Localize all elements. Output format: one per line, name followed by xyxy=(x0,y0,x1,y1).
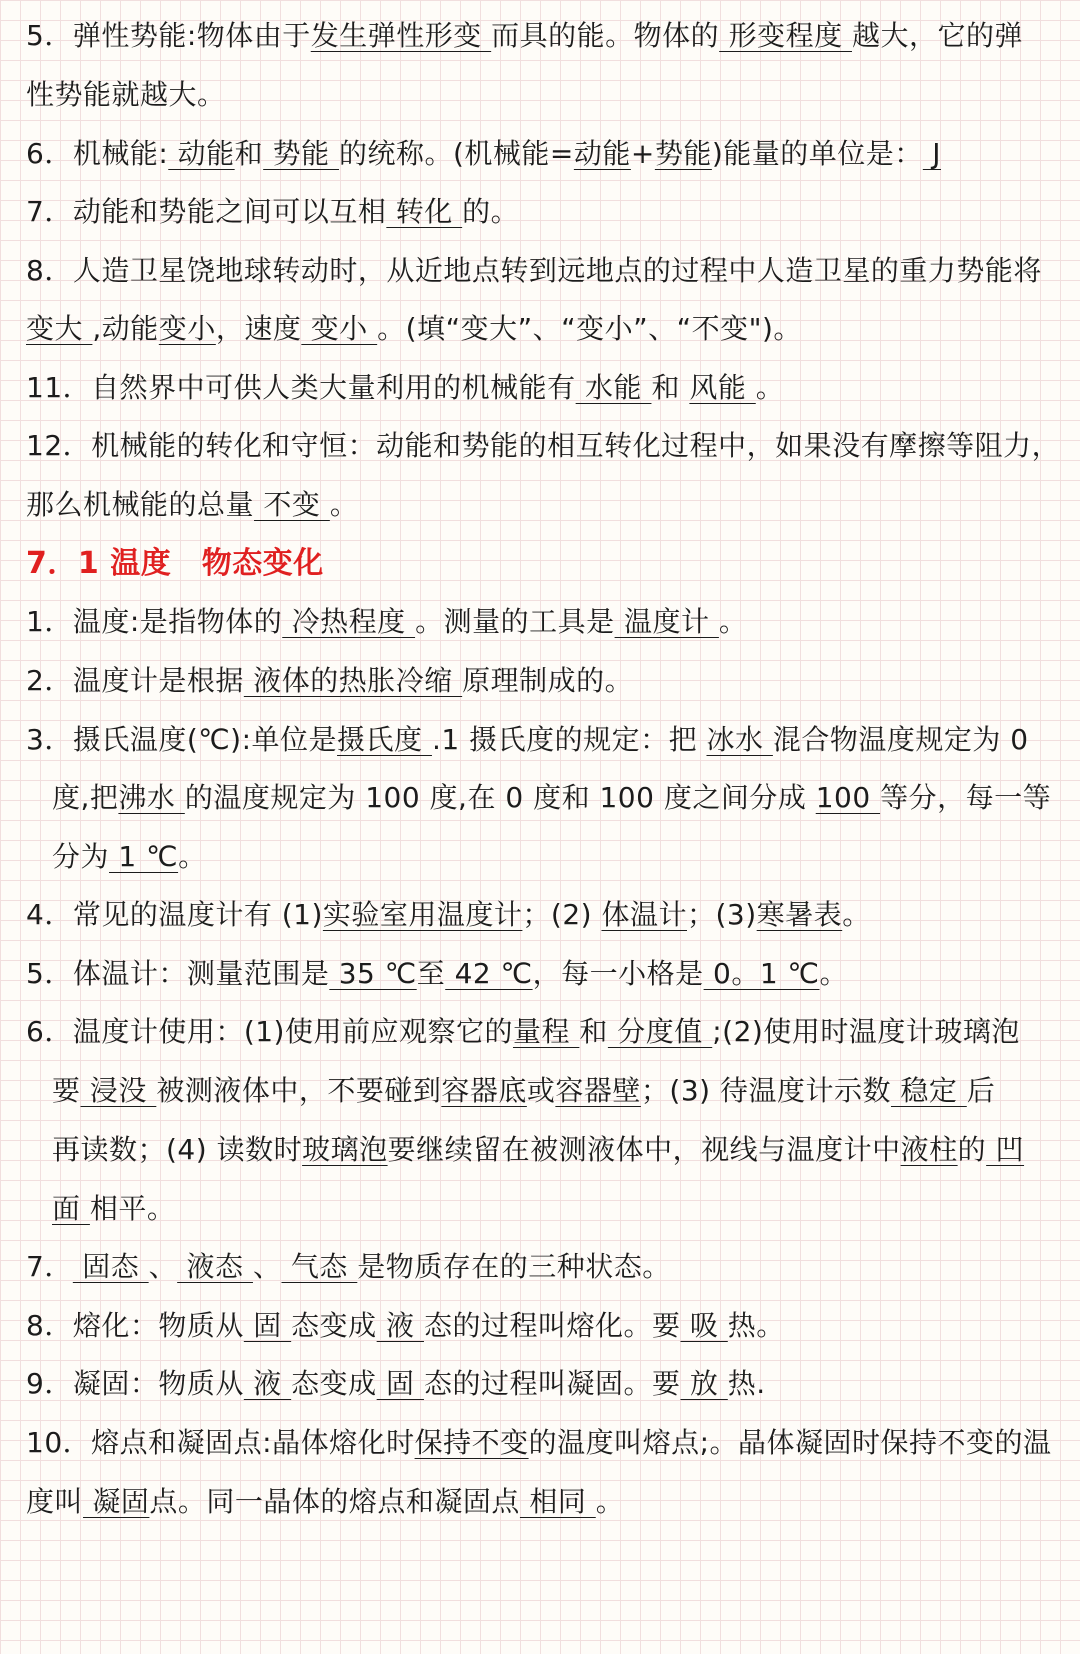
text-line xyxy=(26,1423,1052,1463)
text-segment: 12．机械能的转化和守恒：动能和势能的相互转化过程中，如果没有摩擦等阻力， xyxy=(26,429,1061,462)
text-segment: 要 xyxy=(52,1074,81,1107)
answer-blank: 转化 xyxy=(386,195,463,228)
text-line xyxy=(26,134,941,174)
text-segment: ；(3) 待温度计示数 xyxy=(640,1074,891,1107)
text-line xyxy=(26,895,871,935)
answer-blank: 浸没 xyxy=(80,1074,157,1107)
text-segment: 和 xyxy=(651,371,690,404)
text-segment: 度叫 xyxy=(26,1485,84,1518)
text-segment: 2．温度计是根据 xyxy=(26,664,244,697)
answer-blank: 实验室用温度计 xyxy=(322,898,523,931)
text-segment: ，速度 xyxy=(215,312,302,345)
answer-blank: 水能 xyxy=(575,371,652,404)
text-line xyxy=(26,426,1060,466)
text-segment: 态变成 xyxy=(291,1367,377,1400)
text-segment: 原理制成的。 xyxy=(462,664,634,697)
text-segment: 6．机械能: xyxy=(26,137,169,170)
text-segment: 而具的能。物体的 xyxy=(491,19,720,52)
text-segment: 的统称。(机械能= xyxy=(338,137,574,170)
text-segment: 、 xyxy=(148,1250,178,1283)
text-segment: 6．温度计使用：(1)使用前应观察它的 xyxy=(26,1015,513,1048)
text-segment: 点。同一晶体的熔点和凝固点 xyxy=(149,1485,520,1518)
answer-blank: 动能 xyxy=(573,137,631,170)
answer-blank: 凝固 xyxy=(83,1485,150,1518)
text-line xyxy=(26,1247,671,1287)
answer-blank: 变大 xyxy=(26,312,93,345)
text-segment: 8．熔化：物质从 xyxy=(26,1309,244,1342)
text-segment: 态的过程叫凝固。要 xyxy=(423,1367,681,1400)
text-segment: ,动能 xyxy=(92,312,159,345)
answer-blank: J xyxy=(922,137,941,170)
answer-blank: 气态 xyxy=(281,1250,358,1283)
text-segment: 相平。 xyxy=(89,1192,176,1225)
text-segment: 的温度叫熔点;。晶体凝固时保持不变的温 xyxy=(528,1426,1052,1459)
text-segment: 。 xyxy=(329,488,359,521)
answer-blank: 稳定 xyxy=(890,1074,967,1107)
answer-blank: 玻璃泡 xyxy=(302,1133,388,1166)
answer-blank: 温度计 xyxy=(614,605,719,638)
text-line xyxy=(26,309,802,349)
text-segment: 的温度规定为 100 度,在 0 度和 100 度之间分成 xyxy=(184,781,816,814)
text-segment: 11．自然界中可供人类大量利用的机械能有 xyxy=(26,371,576,404)
text-line xyxy=(26,954,848,994)
text-segment: 混合物温度规定为 0 xyxy=(772,723,1029,756)
text-line xyxy=(26,16,1023,56)
answer-blank: 风能 xyxy=(689,371,756,404)
text-line xyxy=(26,1482,624,1522)
text-segment: 7． xyxy=(26,1250,73,1283)
answer-blank: 势能 xyxy=(654,137,712,170)
text-segment: ，每一小格是 xyxy=(532,957,704,990)
answer-blank: 固 xyxy=(243,1309,292,1342)
text-segment: 3．摄氏温度(℃):单位是 xyxy=(26,723,338,756)
text-line xyxy=(26,368,784,408)
text-segment: 4．常见的温度计有 (1) xyxy=(26,898,323,931)
answer-blank: 放 xyxy=(680,1367,728,1400)
answer-blank: 相同 xyxy=(519,1485,596,1518)
text-segment: 热。 xyxy=(727,1309,785,1342)
answer-blank: 1 ℃ xyxy=(109,840,179,873)
answer-blank: 变小 xyxy=(158,312,216,345)
answer-blank: 固 xyxy=(376,1367,424,1400)
answer-blank: 面 xyxy=(52,1192,90,1225)
text-segment: 。 xyxy=(842,898,871,931)
answer-blank: 寒暑表 xyxy=(756,898,843,931)
text-line xyxy=(26,75,226,115)
text-segment: )能量的单位是： xyxy=(711,137,923,170)
text-segment: 、 xyxy=(252,1250,282,1283)
answer-blank: 保持不变 xyxy=(414,1426,529,1459)
text-segment: 的 xyxy=(957,1133,987,1166)
text-line xyxy=(26,720,1029,760)
text-segment: 要继续留在被测液体中，视线与温度计中 xyxy=(387,1133,901,1166)
answer-blank: 摄氏度 xyxy=(337,723,432,756)
text-segment: 。 xyxy=(595,1485,625,1518)
text-line xyxy=(52,1071,995,1111)
text-segment: 被测液体中，不要碰到 xyxy=(156,1074,442,1107)
text-line xyxy=(52,1189,175,1229)
answer-blank: 不变 xyxy=(254,488,330,521)
answer-blank: 100 xyxy=(815,781,881,814)
answer-blank: 变小 xyxy=(301,312,378,345)
text-segment: 性势能就越大。 xyxy=(26,78,226,111)
text-segment: 再读数；(4) 读数时 xyxy=(52,1133,303,1166)
text-segment: 态的过程叫熔化。要 xyxy=(423,1309,681,1342)
text-segment: 至 xyxy=(416,957,446,990)
answer-blank: 发生弹性形变 xyxy=(310,19,492,52)
text-line xyxy=(52,837,207,877)
text-segment: 分为 xyxy=(52,840,110,873)
answer-blank: 液柱 xyxy=(900,1133,958,1166)
text-segment: 9．凝固：物质从 xyxy=(26,1367,244,1400)
text-line xyxy=(52,1130,1024,1170)
answer-blank: 凹 xyxy=(986,1133,1025,1166)
answer-blank: 形变程度 xyxy=(719,19,852,52)
text-line xyxy=(26,661,633,701)
text-segment: 热. xyxy=(727,1367,766,1400)
text-segment: 或 xyxy=(526,1074,556,1107)
text-line xyxy=(26,251,1042,291)
section-heading xyxy=(26,544,324,584)
answer-blank: 液 xyxy=(243,1367,292,1400)
answer-blank: 液态 xyxy=(177,1250,253,1283)
answer-blank: 固态 xyxy=(72,1250,149,1283)
text-segment: 5．弹性势能:物体由于 xyxy=(26,19,311,52)
text-segment: 7．动能和势能之间可以互相 xyxy=(26,195,387,228)
text-segment: + xyxy=(630,137,655,170)
text-line xyxy=(26,1306,785,1346)
text-segment: 。 xyxy=(819,957,849,990)
answer-blank: 液 xyxy=(376,1309,424,1342)
text-segment: 5．体温计：测量范围是 xyxy=(26,957,330,990)
answer-blank: 体温计 xyxy=(601,898,687,931)
text-segment: 。 xyxy=(178,840,207,873)
text-segment: 8．人造卫星饶地球转动时，从近地点转到远地点的过程中人造卫星的重力势能将 xyxy=(26,254,1042,287)
answer-blank: 42 ℃ xyxy=(445,957,533,990)
text-line xyxy=(26,602,747,642)
answer-blank: 量程 xyxy=(512,1015,580,1048)
answer-blank: 容器壁 xyxy=(555,1074,641,1107)
text-line xyxy=(52,778,1051,818)
answer-blank: 势能 xyxy=(263,137,339,170)
text-segment: 越大，它的弹 xyxy=(851,19,1023,52)
text-segment: ；(3) xyxy=(687,898,757,931)
text-line xyxy=(26,1364,766,1404)
text-segment: .1 摄氏度的规定：把 xyxy=(431,723,707,756)
text-line xyxy=(26,192,519,232)
text-line xyxy=(26,1012,1020,1052)
answer-blank: 液体的热胀冷缩 xyxy=(243,664,463,697)
answer-blank: 冷热程度 xyxy=(282,605,416,638)
answer-blank: 吸 xyxy=(680,1309,728,1342)
text-segment: 。 xyxy=(755,371,785,404)
answer-blank: 35 ℃ xyxy=(329,957,417,990)
answer-blank: 容器底 xyxy=(441,1074,527,1107)
text-segment: 态变成 xyxy=(291,1309,377,1342)
text-segment: 。 xyxy=(718,605,748,638)
text-segment: 度,把 xyxy=(52,781,119,814)
answer-blank: 动能 xyxy=(168,137,235,170)
text-segment: 10．熔点和凝固点:晶体熔化时 xyxy=(26,1426,415,1459)
answer-blank: 沸水 xyxy=(118,781,185,814)
text-segment: 7．1 温度 物态变化 xyxy=(26,546,324,581)
text-segment: 那么机械能的总量 xyxy=(26,488,255,521)
text-segment: 是物质存在的三种状态。 xyxy=(357,1250,671,1283)
text-segment: 和 xyxy=(234,137,264,170)
text-segment: 的。 xyxy=(462,195,520,228)
text-segment: 等分，每一等 xyxy=(880,781,1052,814)
answer-blank: 冰水 xyxy=(706,723,773,756)
text-segment: 。(填“变大”、“变小”、“不变")。 xyxy=(377,312,802,345)
text-segment: 1．温度:是指物体的 xyxy=(26,605,283,638)
answer-blank: 分度值 xyxy=(607,1015,713,1048)
text-segment: ;(2)使用时温度计玻璃泡 xyxy=(712,1015,1020,1048)
text-segment: 。测量的工具是 xyxy=(415,605,615,638)
text-segment: 和 xyxy=(579,1015,608,1048)
text-line xyxy=(26,485,358,525)
text-segment: ；(2) xyxy=(522,898,602,931)
text-segment: 后 xyxy=(966,1074,996,1107)
answer-blank: 0。1 ℃ xyxy=(703,957,820,990)
